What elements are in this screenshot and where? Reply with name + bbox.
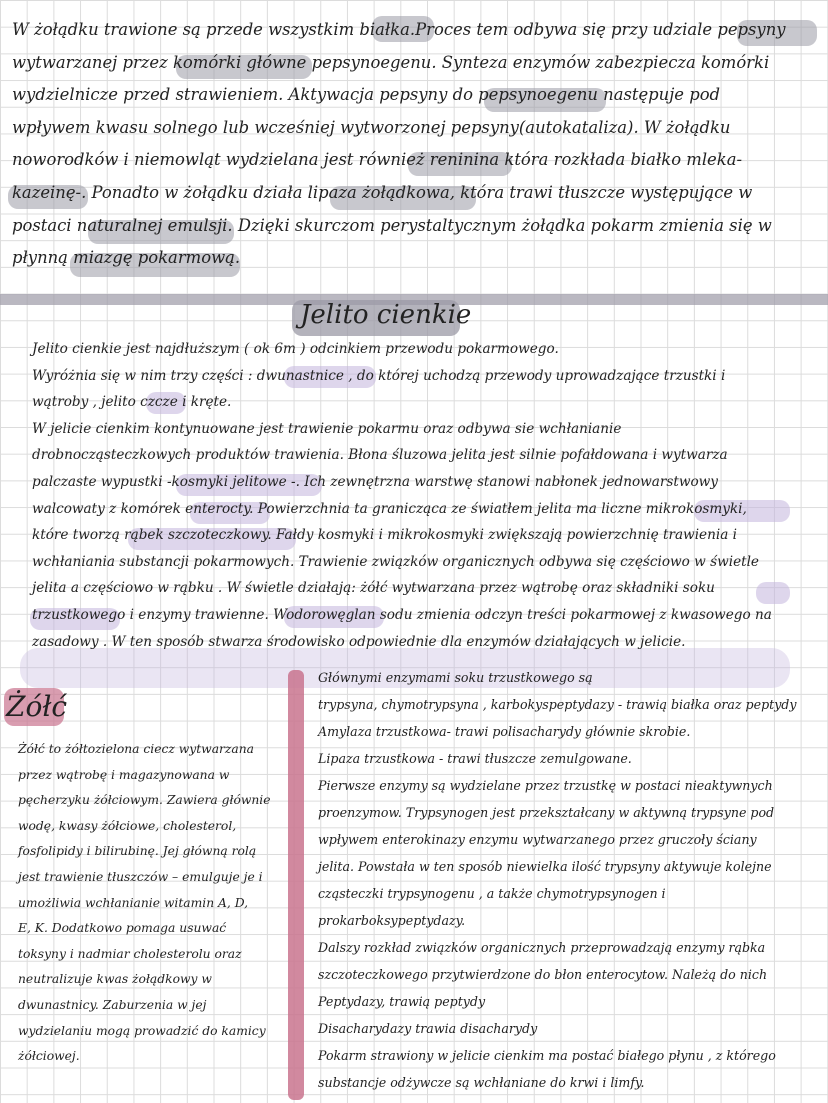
text-line: Żółć to żółtozielona ciecz wytwarzana [18, 742, 254, 756]
text-line: Disacharydazy trawia disacharydy [318, 1021, 538, 1036]
text-line: fosfolipidy i bilirubinę. Jej główną rolą [18, 844, 257, 859]
text-line: palczaste wypustki -kosmyki jelitowe -. Ich zewnętrzna warstwę stanowi nabłonek jednowarstwowy [32, 473, 718, 490]
text-line: drobnocząsteczkowych produktów trawienia. Błona śluzowa jelita jest silnie pofałdowana i wytwarza [32, 447, 728, 464]
text-line: wpływem enterokinazy enzymu wytwarzanego przez gruczoły ściany [318, 832, 757, 847]
text-line: postaci naturalnej emulsji. Dzięki skurczom perystaltycznym żołądka pokarm zmienia się w [12, 215, 772, 235]
text-line: dwunastnicy. Zaburzenia w jej [18, 997, 207, 1012]
text-line: Peptydazy, trawią peptydy [318, 994, 486, 1009]
text-line: Głównymi enzymami soku trzustkowego są [318, 670, 593, 685]
text-line: W jelicie cienkim kontynuowane jest trawienie pokarmu oraz odbywa sie wchłanianie [32, 420, 622, 437]
text-line: płynną miazgę pokarmową. [12, 248, 241, 268]
section-title-jelito: Jelito cienkie [300, 300, 472, 330]
text-line: wydzielnicze przed strawieniem. Aktywacja pepsyny do pepsynoegenu następuje pod [12, 85, 721, 105]
text-line: żółciowej. [18, 1049, 80, 1064]
text-line: Jelito cienkie jest najdłuższym ( ok 6m ) odcinkiem przewodu pokarmowego. [32, 341, 559, 357]
enzymes-paragraph [318, 664, 796, 1096]
section-title-zolc: Żółć [6, 690, 68, 723]
text-line: Pierwsze enzymy są wydzielane przez trzustkę w postaci nieaktywnych [318, 778, 773, 793]
text-line: jelita a częściowo w rąbku . W świetle działają: żółć wytwarzana przez wątrobę oraz składniki soku [32, 580, 715, 597]
text-line: przez wątrobę i magazynowana w [18, 767, 230, 782]
text-line: noworodków i niemowląt wydzielana jest również reninina która rozkłada białko mleka- [12, 150, 742, 170]
text-line: E, K. Dodatkowo pomaga usuwać [18, 921, 227, 936]
text-line: proenzymow. Trypsynogen jest przekształcany w aktywną trypsyne pod [318, 805, 775, 820]
text-line: jelita. Powstała w ten sposób niewielka ilość trypsyny aktywuje kolejne [318, 859, 772, 874]
text-line: prokarboksypeptydazy. [318, 913, 466, 928]
bile-paragraph [18, 737, 271, 1070]
text-line: trypsyna, chymotrypsyna , karbokyspeptydazy - trawią białka oraz peptydy [318, 697, 797, 712]
text-line: które tworzą rąbek szczoteczkowy. Fałdy kosmyki i mikrokosmyki zwiększają powierzchnię trawienia i [32, 527, 737, 544]
text-line: wchłaniania substancji pokarmowych. Trawienie związków organicznych odbywa się częściowo w świetle [32, 553, 759, 570]
text-line: jest trawienie tłuszczów – emulguje je i [18, 869, 263, 884]
small-intestine-paragraph [32, 336, 772, 655]
text-line: wydzielaniu mogą prowadzić do kamicy [18, 1023, 266, 1038]
stomach-paragraph [12, 14, 786, 275]
text-line: cząsteczki trypsynogenu , a także chymotrypsynogen i [318, 886, 666, 901]
text-line: wodę, kwasy żółciowe, cholesterol, [18, 818, 237, 833]
text-line: walcowaty z komórek enterocty. Powierzchnia ta granicząca ze światłem jelita ma liczne mikrokosmyki, [32, 500, 747, 517]
text-line: substancje odżywcze są wchłaniane do krwi i limfy. [318, 1075, 645, 1090]
text-line: Pokarm strawiony w jelicie cienkim ma postać białego płynu , z którego [318, 1048, 776, 1063]
text-line: Wyróżnia się w nim trzy części : dwunastnice , do której uchodzą przewody uprowadzające trzustki i [32, 367, 726, 384]
text-line: wytwarzanej przez komórki główne pepsynoegenu. Synteza enzymów zabezpiecza komórki [12, 52, 770, 72]
pink-vertical-bar [288, 670, 304, 1100]
text-line: zasadowy . W ten sposób stwarza środowisko odpowiednie dla enzymów działających w jelicie. [32, 633, 686, 650]
text-line: Lipaza trzustkowa - trawi tłuszcze zemulgowane. [318, 751, 632, 766]
text-line: wpływem kwasu solnego lub wcześniej wytworzonej pepsyny(autokataliza). W żołądku [12, 117, 731, 137]
text-line: toksyny i nadmiar cholesterolu oraz [18, 946, 242, 961]
text-line: szczoteczkowego przytwierdzone do błon enterocytow. Należą do nich [318, 967, 768, 982]
text-line: umożliwia wchłanianie witamin A, D, [18, 895, 249, 910]
text-line: Amylaza trzustkowa- trawi polisacharydy głównie skrobie. [318, 724, 691, 739]
text-line: kazeinę-. Ponadto w żołądku działa lipaza żołądkowa, która trawi tłuszcze występujące w [12, 182, 753, 202]
text-line: Dalszy rozkład związków organicznych przeprowadzają enzymy rąbka [318, 940, 766, 955]
text-line: W żołądku trawione są przede wszystkim białka.Proces tem odbywa się przy udziale pepsyny [12, 20, 786, 39]
text-line: neutralizuje kwas żołądkowy w [18, 972, 212, 987]
text-line: pęcherzyku żółciowym. Zawiera głównie [18, 793, 271, 808]
text-line: trzustkowego i enzymy trawienne. Wodorowęglan sodu zmienia odczyn treści pokarmowej z kwasowego na [32, 606, 772, 623]
text-line: wątroby , jelito czcze i kręte. [32, 394, 232, 411]
